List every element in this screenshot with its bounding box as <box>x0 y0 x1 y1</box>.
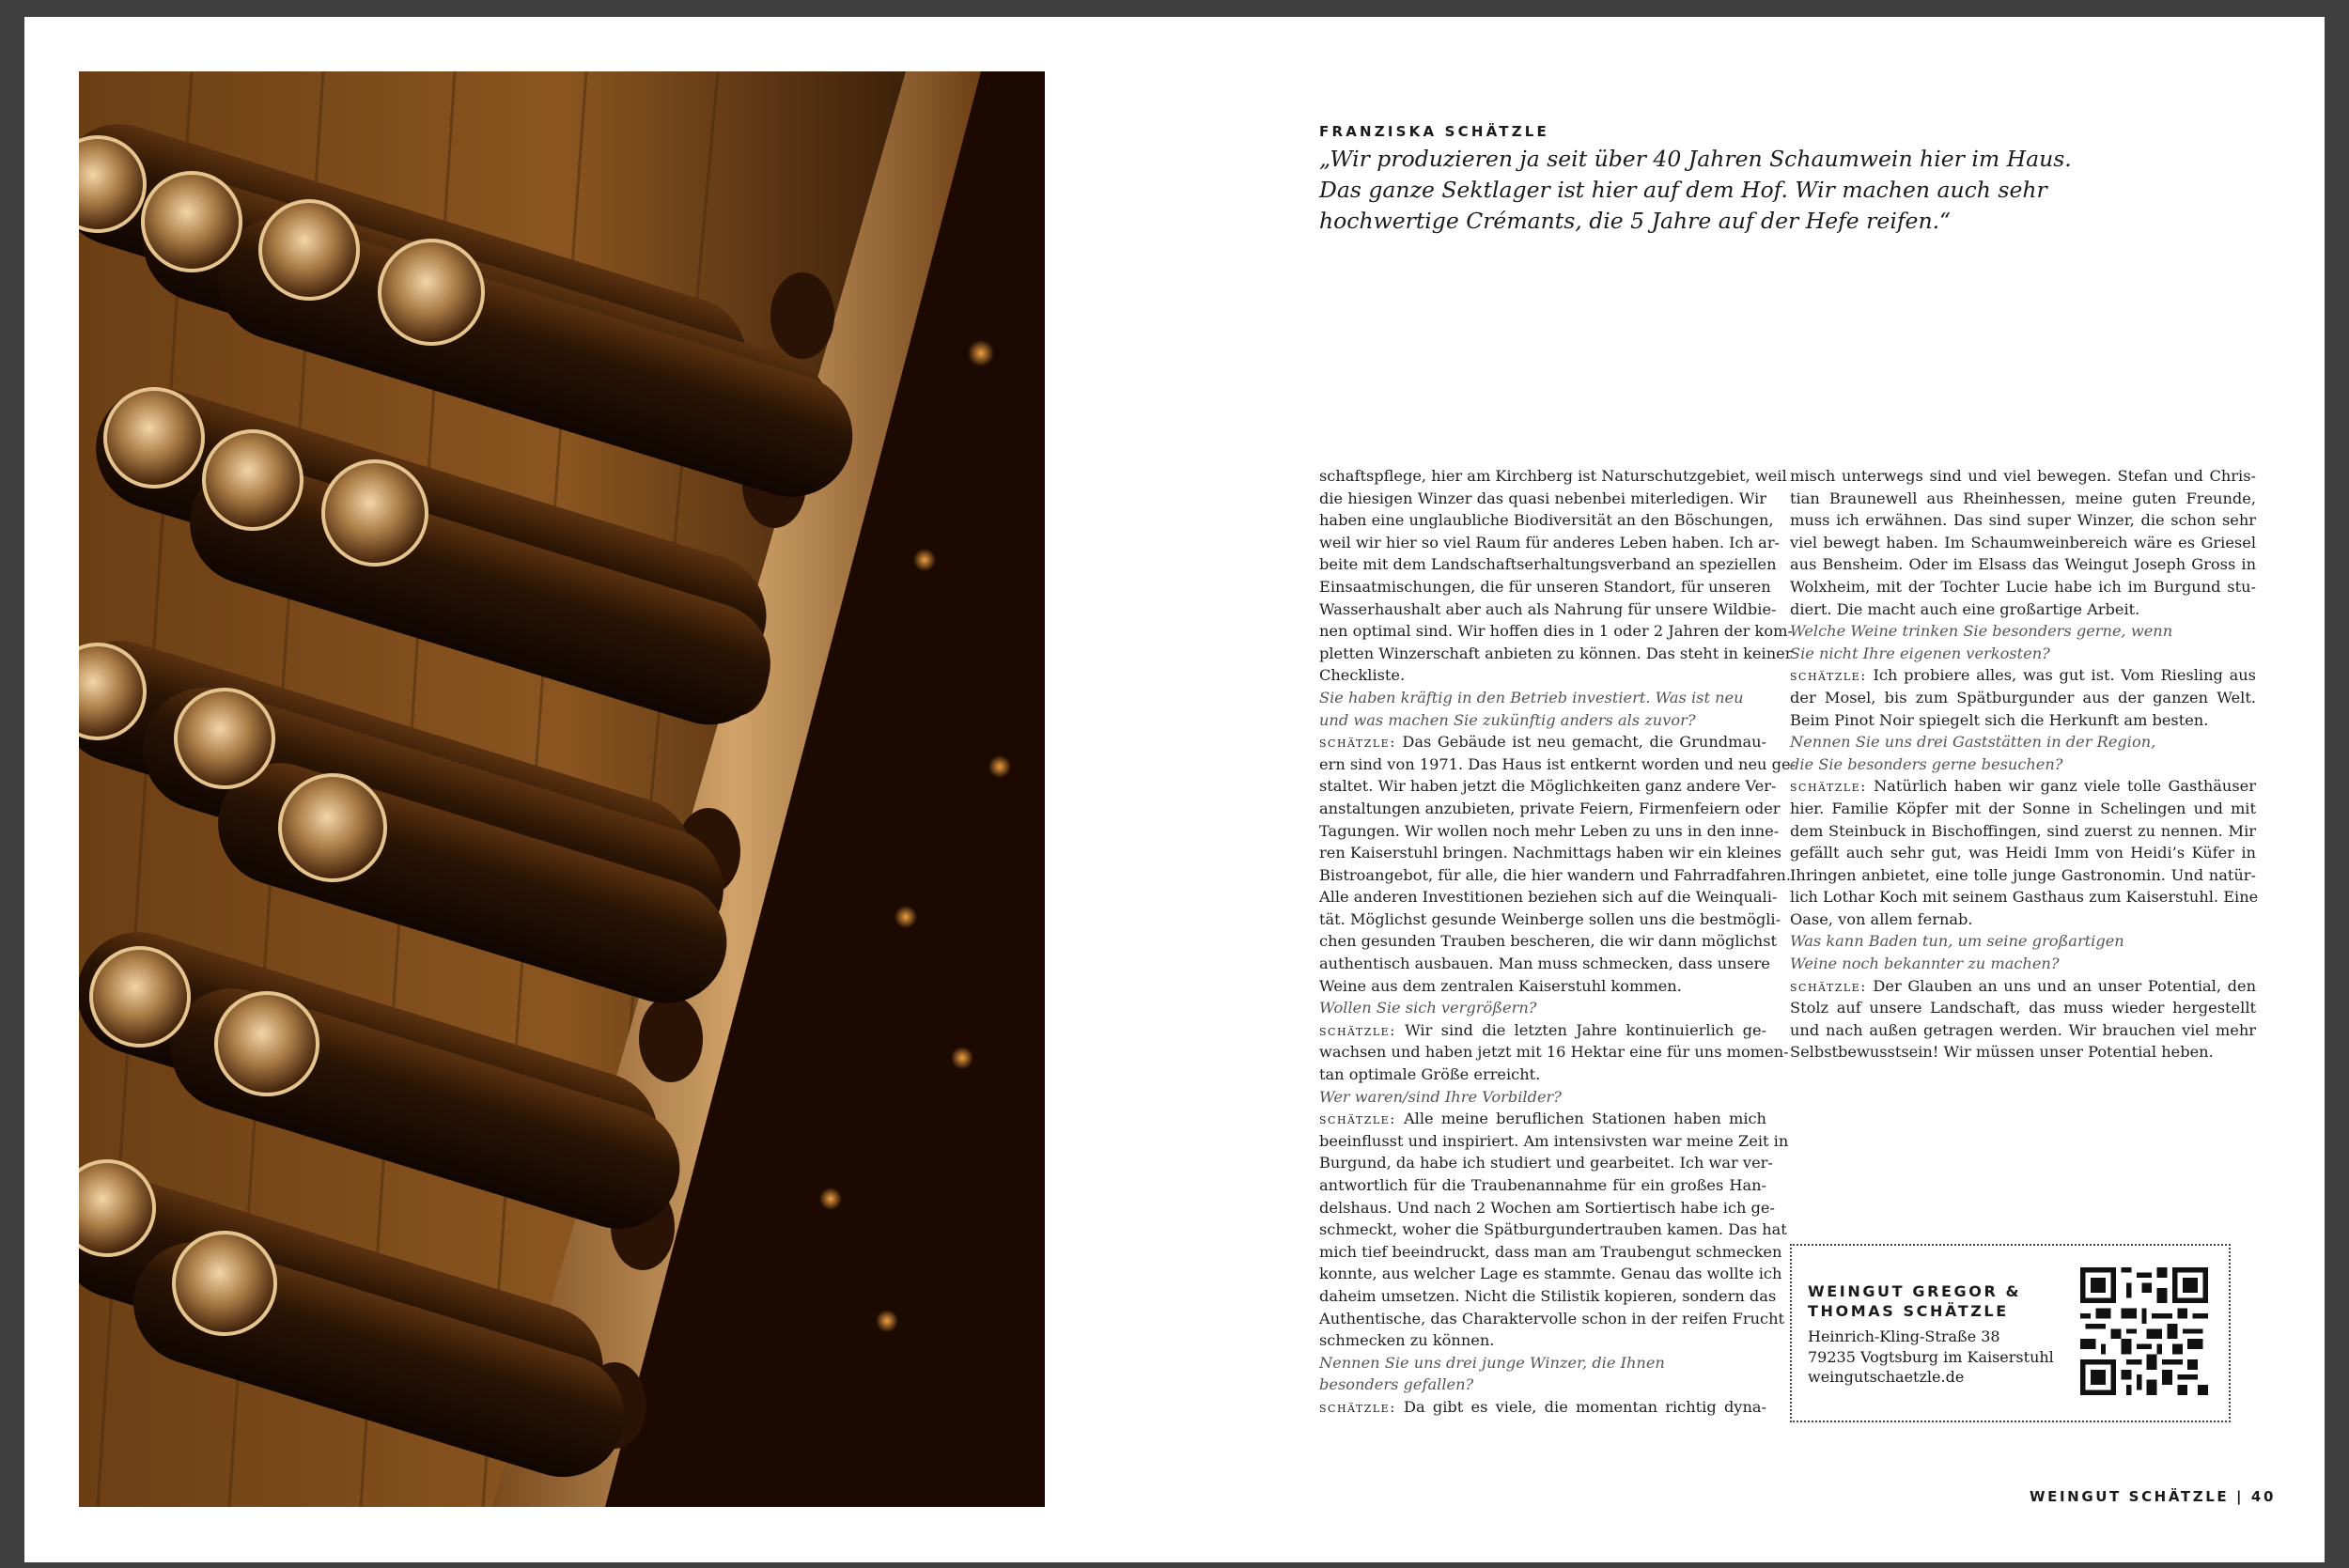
pull-quote-line: Das ganze Sektlager ist hier auf dem Hof. Wir machen auch sehr <box>1319 177 2047 203</box>
article-text-line: Ihringen anbietet, eine tolle junge Gastronomin. Und natür- <box>1790 865 2256 884</box>
winery-name-line: WEINGUT GREGOR & <box>1808 1282 2022 1300</box>
article-text-line: der Mosel, bis zum Spätburgunder aus der ganzen Welt. <box>1790 688 2256 706</box>
winery-name <box>1808 1281 2021 1321</box>
article-text-line: aus Bensheim. Oder im Elsass das Weingut Joseph Gross in <box>1790 555 2256 574</box>
article-text-line: wachsen und haben jetzt mit 16 Hektar eine für uns momen- <box>1319 1043 1789 1062</box>
article-text-line: tät. Möglichst gesunde Weinberge sollen uns die bestmögli- <box>1319 909 1781 928</box>
article-text-line: authentisch ausbauen. Man muss schmecken, dass unsere <box>1319 955 1770 973</box>
magazine-spread <box>24 17 2325 1562</box>
interview-question-line: Nennen Sie uns drei junge Winzer, die Ihnen <box>1319 1353 1665 1372</box>
article-text-line: hier. Familie Köpfer mit der Sonne in Schelingen und mit <box>1790 799 2256 817</box>
interview-question-line: und was machen Sie zukünftig anders als zuvor? <box>1319 710 1696 729</box>
article-text-line: tan optimale Größe erreicht. <box>1319 1065 1541 1084</box>
article-text-line: Alle anderen Investitionen beziehen sich auf die Weinquali- <box>1319 888 1778 907</box>
article-text-line <box>1790 775 2256 798</box>
article-text-line: die hiesigen Winzer das quasi nebenbei miterledigen. Wir <box>1319 489 1766 507</box>
answer-text: Da gibt es viele, die momentan richtig dyna- <box>1395 1397 1766 1416</box>
article-text-line: Einsaatmischungen, die für unseren Standort, für unseren <box>1319 577 1771 596</box>
article-text-line: Bistroangebot, für alle, die hier wandern und Fahrradfahren. <box>1319 865 1791 884</box>
article-text-line: pletten Winzerschaft anbieten zu können. Das steht in keiner <box>1319 644 1793 662</box>
viewer-top-bar <box>0 0 2349 17</box>
article-text-line <box>1319 731 1766 753</box>
article-text-line: muss ich erwähnen. Das sind super Winzer, die schon sehr <box>1790 511 2256 530</box>
speaker-label: schätzle: <box>1319 734 1396 752</box>
article-text-line <box>1790 975 2256 998</box>
answer-text: Natürlich haben wir ganz viele tolle Gasthäuser <box>1866 777 2256 796</box>
article-text-line: Burgund, da habe ich studiert und gearbeitet. Ich war ver- <box>1319 1154 1773 1172</box>
article-text-line: daheim umsetzen. Nicht die Stilistik kopieren, sondern das <box>1319 1286 1777 1305</box>
article-text-line: beite mit dem Landschaftserhaltungsverband an speziellen <box>1319 555 1777 574</box>
speaker-label: schätzle: <box>1790 778 1867 796</box>
article-text-line: chen gesunden Trauben bescheren, die wir dann möglichst <box>1319 932 1778 951</box>
winery-website[interactable]: weingutschaetzle.de <box>1808 1368 1965 1386</box>
article-text-line: beeinflusst und inspiriert. Am intensivsten war meine Zeit in <box>1319 1131 1789 1150</box>
article-text-line: antwortlich für die Traubenannahme für ein großes Han- <box>1319 1176 1766 1194</box>
article-column-2 <box>1790 465 2259 1063</box>
interview-question-line: Welche Weine trinken Sie besonders gerne, wenn <box>1790 622 2173 641</box>
speaker-label: schätzle: <box>1790 667 1867 685</box>
article-text-line: misch unterwegs sind und viel bewegen. Stefan und Chris- <box>1790 467 2256 485</box>
wine-bottle-rack-photo <box>79 71 1045 1507</box>
article-text-line: tian Braunewell aus Rheinhessen, meine guten Freunde, <box>1790 489 2256 507</box>
article-text-line: delshaus. Und nach 2 Wochen am Sortiertisch habe ich ge- <box>1319 1198 1775 1217</box>
pull-quote <box>1319 144 2072 237</box>
article-text-line: schaftspflege, hier am Kirchberg ist Naturschutzgebiet, weil <box>1319 467 1787 485</box>
interview-question-line: Sie haben kräftig in den Betrieb investiert. Was ist neu <box>1319 688 1744 706</box>
winery-street: Heinrich-Kling-Straße 38 <box>1808 1327 2000 1345</box>
article-text-line <box>1319 1396 1766 1419</box>
winery-info-box <box>1790 1244 2231 1422</box>
article-text-line: Wasserhaushalt aber auch als Nahrung für unsere Wildbie- <box>1319 599 1777 618</box>
page-footer: WEINGUT SCHÄTZLE | 40 <box>2030 1488 2276 1505</box>
article-text-line: Beim Pinot Noir spiegelt sich die Herkunft am besten. <box>1790 710 2209 729</box>
article-text-line: gefällt auch sehr gut, was Heidi Imm von Heidi’s Küfer in <box>1790 844 2256 862</box>
article-text-line: weil wir hier so viel Raum für anderes Leben haben. Ich ar- <box>1319 533 1781 551</box>
article-text-line: schmeckt, woher die Spätburgundertrauben kamen. Das hat <box>1319 1220 1787 1239</box>
article-text-line <box>1790 664 2256 687</box>
article-text-line: Authentische, das Charaktervolle schon in der reifen Frucht <box>1319 1309 1785 1327</box>
interview-question-line: besonders gefallen? <box>1319 1375 1474 1394</box>
article-text-line: nen optimal sind. Wir hoffen dies in 1 oder 2 Jahren der kom- <box>1319 622 1793 641</box>
answer-text: Der Glauben an uns und an unser Potential, den <box>1866 976 2256 995</box>
article-text-line: ern sind von 1971. Das Haus ist entkernt worden und neu ge- <box>1319 754 1797 773</box>
answer-text: Wir sind die letzten Jahre kontinuierlich ge- <box>1395 1020 1766 1039</box>
article-text-line: ren Kaiserstuhl bringen. Nachmittags haben wir ein kleines <box>1319 844 1781 862</box>
article-text-line: Checkliste. <box>1319 666 1406 685</box>
viewer-bottom-bar <box>0 1562 2349 1568</box>
article-text-line <box>1319 1108 1766 1130</box>
speaker-label: schätzle: <box>1319 1021 1396 1039</box>
article-text-line: anstaltungen anzubieten, private Feiern, Firmenfeiern oder <box>1319 799 1781 817</box>
article-column-1 <box>1319 465 1797 1419</box>
article-text-line: mich tief beeindruckt, dass man am Traubengut schmecken <box>1319 1242 1782 1261</box>
article-text-line: diert. Die macht auch eine großartige Arbeit. <box>1790 599 2140 618</box>
article-text-line: lich Lothar Koch mit seinem Gasthaus zum Kaiserstuhl. Eine <box>1790 888 2259 907</box>
article-text-line: Weine aus dem zentralen Kaiserstuhl kommen. <box>1319 976 1682 995</box>
article-text-line: und nach außen getragen werden. Wir brauchen viel mehr <box>1790 1020 2256 1039</box>
speaker-label: schätzle: <box>1319 1398 1396 1416</box>
winery-city: 79235 Vogtsburg im Kaiserstuhl <box>1808 1347 2054 1366</box>
pull-quote-line: hochwertige Crémants, die 5 Jahre auf der Hefe reifen.“ <box>1319 208 1952 234</box>
article-text-line: viel bewegt haben. Im Schaumweinbereich wäre es Griesel <box>1790 533 2256 551</box>
article-text-line: Oase, von allem fernab. <box>1790 909 1973 928</box>
article-text-line: konnte, aus welcher Lage es stammte. Genau das wollte ich <box>1319 1265 1782 1283</box>
article-text-line <box>1319 1019 1766 1042</box>
answer-text: Ich probiere alles, was gut ist. Vom Riesling aus <box>1866 666 2256 685</box>
article-text-line: Wolxheim, mit der Tochter Lucie habe ich im Burgund stu- <box>1790 577 2256 596</box>
interview-question-line: Nennen Sie uns drei Gaststätten in der Region, <box>1790 733 2156 752</box>
speaker-label: schätzle: <box>1790 977 1867 995</box>
pull-quote-line: „Wir produzieren ja seit über 40 Jahren Schaumwein hier im Haus. <box>1319 146 2072 172</box>
article-text-line: Tagungen. Wir wollen noch mehr Leben zu uns in den inne- <box>1319 821 1780 840</box>
interview-question-line: die Sie besonders gerne besuchen? <box>1790 754 2063 773</box>
article-text-line: schmecken zu können. <box>1319 1331 1495 1350</box>
speaker-label: schätzle: <box>1319 1110 1396 1128</box>
article-text-line: Selbstbewusstsein! Wir müssen unser Potential heben. <box>1790 1043 2214 1062</box>
answer-text: Alle meine beruflichen Stationen haben mich <box>1395 1110 1766 1128</box>
interview-question-line: Wer waren/sind Ihre Vorbilder? <box>1319 1087 1562 1106</box>
winery-address <box>1808 1327 2054 1388</box>
interview-question-line: Wollen Sie sich vergrößern? <box>1319 999 1537 1017</box>
interview-question-line: Was kann Baden tun, um seine großartigen <box>1790 932 2124 951</box>
article-text-line: staltet. Wir haben jetzt die Möglichkeiten ganz andere Ver- <box>1319 777 1777 796</box>
answer-text: Das Gebäude ist neu gemacht, die Grundmau- <box>1395 733 1766 752</box>
article-text-line: haben eine unglaubliche Biodiversität an den Böschungen, <box>1319 511 1774 530</box>
article-text-line: dem Steinbuck in Bischoffingen, sind zuerst zu nennen. Mir <box>1790 821 2256 840</box>
speaker-name: FRANZISKA SCHÄTZLE <box>1319 123 1549 140</box>
qr-code-icon[interactable] <box>2080 1267 2208 1395</box>
article-text-line: Stolz auf unsere Landschaft, das muss wieder hergestellt <box>1790 999 2256 1017</box>
interview-question-line: Sie nicht Ihre eigenen verkosten? <box>1790 644 2050 662</box>
winery-name-line: THOMAS SCHÄTZLE <box>1808 1302 2009 1320</box>
interview-question-line: Weine noch bekannter zu machen? <box>1790 955 2060 973</box>
